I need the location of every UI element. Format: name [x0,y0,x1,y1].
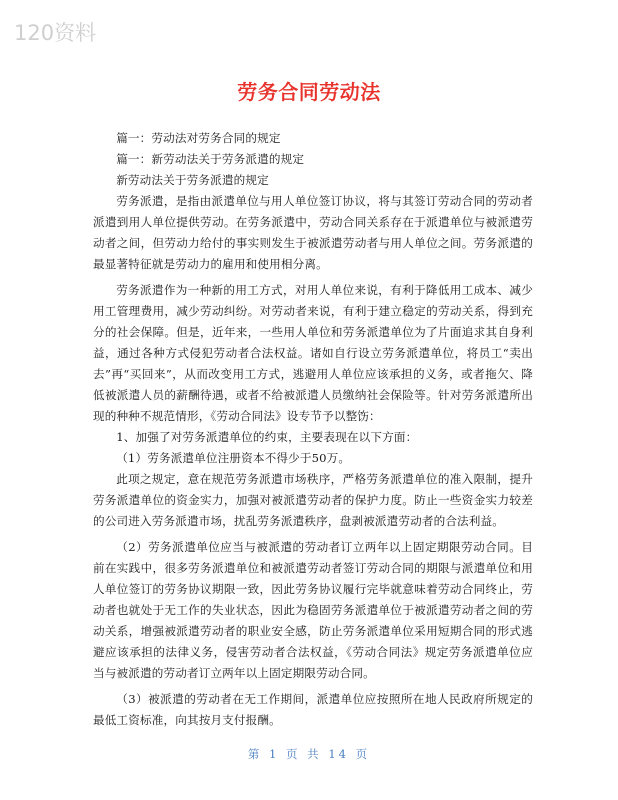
paragraph: 劳务派遣，是指由派遣单位与用人单位签订协议，将与其签订劳动合同的劳动者派遣到用人单位提供劳动。在劳务派遣中，劳动合同关系存在于派遣单位与被派遣劳动者之间，但劳动力给付的事实则发生于被派遣劳动者与用人单位之间。劳务派遣的最显著特征就是劳动力的雇用和使用相分离。 [93,194,533,271]
page-footer: 第 1 页 共 14 页 [247,747,371,761]
list-item: 1、加强了对劳务派遣单位的约束，主要表现在以下方面： [116,430,418,444]
watermark: 120资料 [14,21,97,45]
paragraph: （2）劳务派遣单位应当与被派遣的劳动者订立两年以上固定期限劳动合同。目前在实践中，很多劳务派遣单位和被派遣劳动者签订劳动合同的期限与派遣单位和用人单位签订的劳务协议期限一致，因此劳务协议履行完毕就意味着劳动合同终止，劳动者也就处于无工作的失业状态，因此为稳固劳务派遣单位于被派遣劳动者之间的劳动关系，增强被派遣劳动者的职业安全感，防止劳务派遣单位采用短期合同的形式逃避应该承担的法律义务，侵害劳动者合法权益，《劳动合同法》规定劳务派遣单位应当与被派遣的劳动者订立两年以上固定期限劳动合同。 [93,540,533,680]
list-item: （1）劳务派遣单位注册资本不得少于50万。 [116,451,351,465]
list-item: （3）被派遣的劳动者在无工作期间，派遣单位应按照所在地人民政府所规定的最低工资标准，向其按月支付报酬。 [93,692,533,727]
paragraph: 劳务派遣作为一种新的用工方式，对用人单位来说，有利于降低用工成本、减少用工管理费用，减少劳动纠纷。对劳动者来说，有利于建立稳定的劳动关系，得到充分的社会保障。但是，近年来，一些用人单位和劳务派遣单位为了片面追求其自身利益，通过各种方式侵犯劳动者合法权益。诸如自行设立劳务派遣单位，将员工“卖出去”再“买回来”，从而改变用工方式，逃避用人单位应该承担的义务，或者拖欠、降低被派遣人员的薪酬待遇，或者不给被派遣人员缴纳社会保险等。针对劳务派遣所出现的种种不规范情形，《劳动合同法》设专节予以整饬： [93,283,533,423]
document-body [93,128,533,731]
heading-line-3: 新劳动法关于劳务派遣的规定 [116,173,269,187]
heading-line-1: 篇一：劳动法对劳务合同的规定 [116,131,281,145]
paragraph: 此项之规定，意在规范劳务派遣市场秩序，严格劳务派遣单位的准入限制，提升劳务派遣单位的资金实力，加强对被派遣劳动者的保护力度。防止一些资金实力较差的公司进入劳务派遣市场，扰乱劳务派遣秩序，盘剥被派遣劳动者的合法利益。 [93,472,533,528]
heading-line-2: 篇一：新劳动法关于劳务派遣的规定 [116,152,305,166]
document-title: 劳务合同劳动法 [237,80,381,104]
